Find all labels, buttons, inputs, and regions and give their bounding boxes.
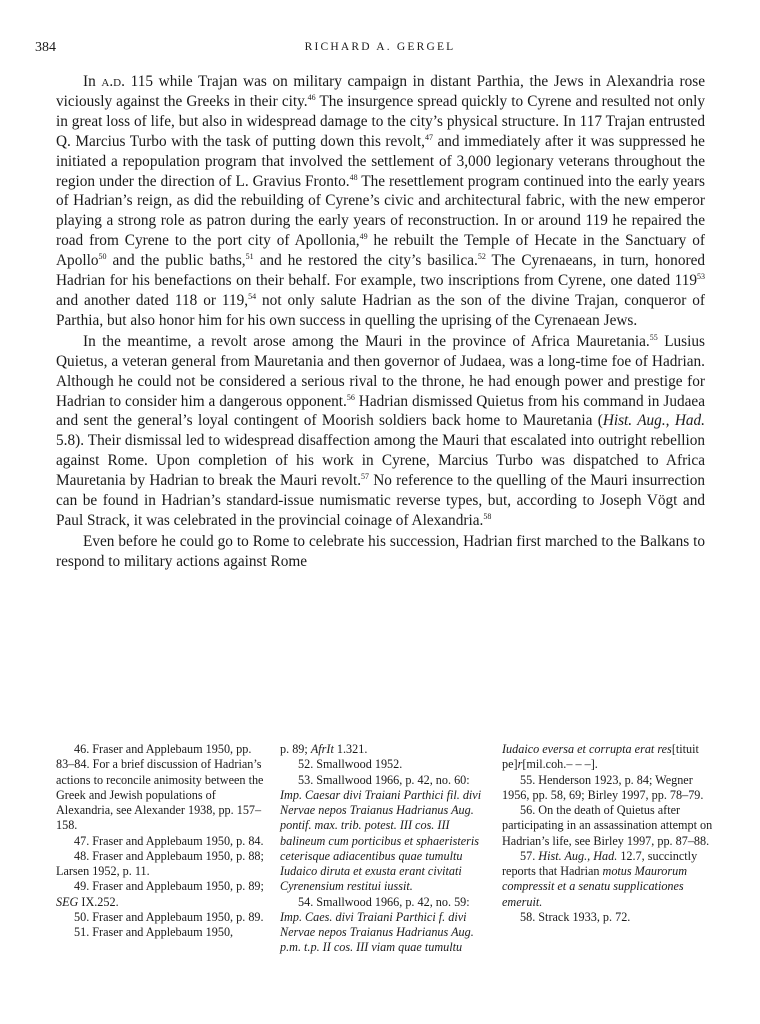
footnote-continuation: Iudaico eversa et corrupta erat res[tituit pe]r[mil.coh.– – –]. bbox=[502, 742, 699, 772]
footnote-ref: 54 bbox=[248, 291, 257, 301]
footnote-ref: 51 bbox=[245, 252, 254, 262]
footnote: 51. Fraser and Applebaum 1950, bbox=[74, 925, 234, 939]
footnote: 53. Smallwood 1966, p. 42, no. 60: Imp. Caesar divi Traiani Parthici fil. divi Nervae nepos Traianus Hadrianus Aug. pontif. max. trib. potest. III cos. III balineum cum porticibus et sphaeristeris ceterisque adiacentibus quae tumultu Iudaico diruta et exusta erant civitati Cyrenensium restitui iussit. bbox=[280, 772, 482, 894]
footnote-ref: 46 bbox=[307, 92, 316, 102]
footnote: 49. Fraser and Applebaum 1950, p. 89; SEG IX.252. bbox=[56, 879, 264, 909]
footnote: 47. Fraser and Applebaum 1950, p. 84. bbox=[74, 833, 264, 848]
footnote: 48. Fraser and Applebaum 1950, p. 88; Larsen 1952, p. 11. bbox=[56, 848, 264, 878]
footnote-ref: 52 bbox=[477, 252, 486, 262]
footnote-continuation: p. 89; AfrIt 1.321. bbox=[280, 742, 368, 756]
footnote-ref: 57 bbox=[361, 472, 370, 482]
footnote: 55. Henderson 1923, p. 84; Wegner 1956, pp. 58, 69; Birley 1997, pp. 78–79. bbox=[502, 772, 704, 802]
paragraph: Even before he could go to Rome to celebrate his succession, Hadrian first marched to the Balkans to respond to military actions against Rome bbox=[56, 532, 705, 570]
footnote: 56. On the death of Quietus after participating in an assassination attempt on Hadrian’s life, see Birley 1997, pp. 87–88. bbox=[502, 803, 713, 848]
footnotes bbox=[56, 742, 716, 1002]
footnote-ref: 56 bbox=[346, 392, 355, 402]
paragraph: In the meantime, a revolt arose among the Mauri in the province of Africa Mauretania.$^{55}$ Lusius Quietus, a veteran general from Mauretania and then governor of Judaea, was a long-time foe of Hadrian. Although he could not be considered a serious rival to the throne, he had enough power and prestige for Hadrian to consider him a dangerous opponent.$^{56}$ Hadrian dismissed Quietus from his command in Judaea and sent the general’s loyal contingent of Moorish soldiers back home to Mauretania (Hist. Aug., Had. 5.8). Their dismissal led to widespread disaffection among the Mauri that escalated into outright rebellion against Rome. Upon completion of his work in Cyrene, Marcius Turbo was dispatched to Africa Mauretania by Hadrian to break the Mauri revolt.$^{57}$ No reference to the quelling of the Mauri insurrection can be found in Hadrian’s standard-issue numismatic reverse types, but, according to Joseph Vögt and Paul Strack, it was celebrated in the provincial coinage of Alexandria.$^{58}$ bbox=[56, 332, 705, 529]
footnote: 57. Hist. Aug., Had. 12.7, succinctly reports that Hadrian motus Maurorum compressit et a senatu supplicationes emeruit. bbox=[502, 848, 698, 909]
footnote-ref: 55 bbox=[649, 332, 658, 342]
footnote-ref: 49 bbox=[359, 232, 368, 242]
footnote: 52. Smallwood 1952. bbox=[298, 757, 403, 772]
footnote-column bbox=[502, 742, 716, 925]
main-text bbox=[56, 72, 705, 572]
page-number: 384 bbox=[35, 40, 56, 55]
running-head: RICHARD A. GERGEL bbox=[304, 41, 456, 53]
page-header bbox=[35, 40, 725, 60]
paragraph: In a.d. 115 while Trajan was on military campaign in distant Parthia, the Jews in Alexandria rose viciously against the Greeks in their city.$^{46}$ The insurgence spread quickly to Cyrene and resulted not only in great loss of life, but also in widespread damage to the city’s physical structure. In 117 Trajan entrusted Q. Marcius Turbo with the task of putting down this revolt,$^{47}$ and immediately after it was suppressed he initiated a repopulation program that involved the settlement of 3,000 legionary veterans throughout the region under the direction of L. Gravius Fronto.$^{48}$ The resettlement program continued into the early years of Hadrian’s reign, as did the rebuilding of Cyrene’s civic and architectural fabric, with the new emperor playing a strong role as patron during the early years of reconstruction. In or around 119 he repaired the road from Cyrene to the port city of Apollonia,$^{49}$ he rebuilt the Temple of Hecate in the Sanctuary of Apollo$^{50}$ and the public baths,$^{51}$ and he restored the city’s basilica.$^{52}$ The Cyrenaeans, in turn, honored Hadrian for his benefactions on their behalf. For example, two inscriptions from Cyrene, one dated $119^{53}$ and another dated 118 or 119,54 not only salute Hadrian as the son of the divine Trajan, conqueror of Parthia, but also honor him for his own success in quelling the uprising of the Cyrenaean Jews. bbox=[56, 73, 706, 329]
footnote: 46. Fraser and Applebaum 1950, pp. 83–84. For a brief discussion of Hadrian’s actions to reconcile animosity between the Greek and Jewish populations of Alexandria, see Alexander 1938, pp. 157–158. bbox=[56, 742, 264, 833]
footnote-column bbox=[56, 742, 264, 940]
footnote-ref: 47 bbox=[424, 132, 433, 142]
footnote-ref: 58 bbox=[483, 511, 492, 521]
footnote: 58. Strack 1933, p. 72. bbox=[520, 909, 631, 924]
footnote-ref: 50 bbox=[98, 252, 107, 262]
footnote: 54. Smallwood 1966, p. 42, no. 59: Imp. Caes. divi Traiani Parthici f. divi Nervae nepos Traianus Hadrianus Aug. p.m. t.p. II cos. III viam quae tumultu bbox=[280, 894, 474, 955]
footnote-ref: 48 bbox=[349, 172, 358, 182]
footnote: 50. Fraser and Applebaum 1950, p. 89. bbox=[74, 909, 264, 924]
footnote-column bbox=[280, 742, 493, 956]
footnote-ref: 53 bbox=[697, 272, 705, 282]
